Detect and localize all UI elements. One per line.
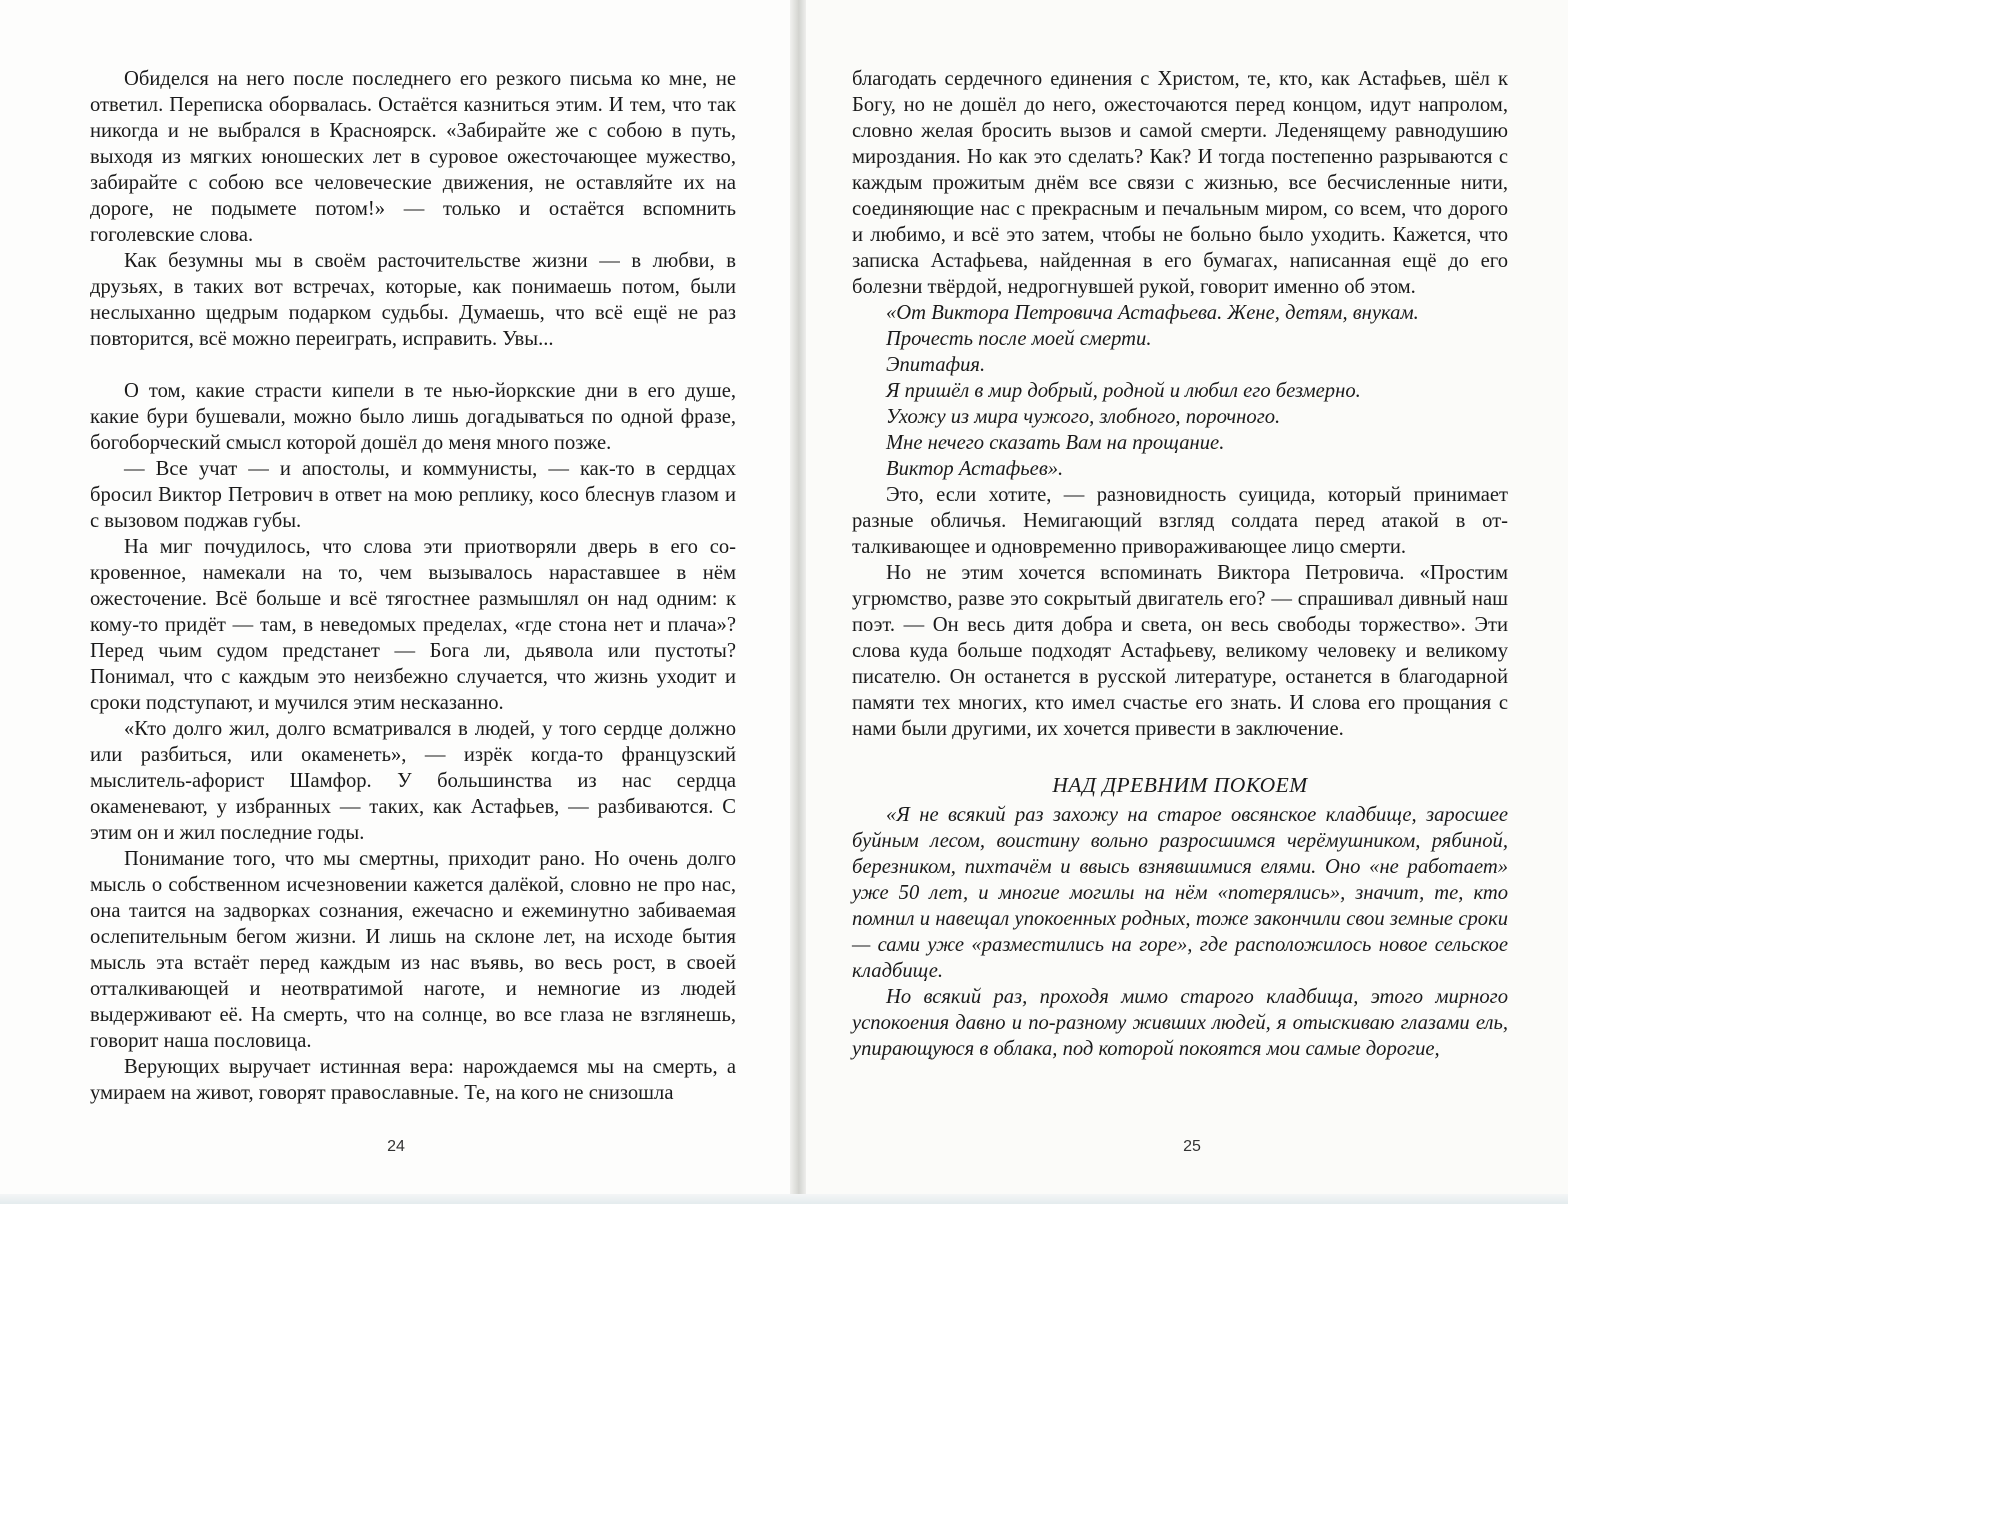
- epitaph-line: Эпитафия.: [886, 354, 986, 376]
- epitaph-line: Ухожу из мира чужого, злобного, порочного.: [886, 406, 1281, 428]
- right-page-text: [852, 66, 1508, 1062]
- paragraph: Но не этим хочется вспоминать Виктора Петровича. «Простим угрюмство, разве это сокрытый двигатель его? — спрашивал дивный наш поэт. — Он весь дитя добра и света, он весь свободы торжество». Эти слова куда больше подходят Астафьеву, великому человеку и великому писателю. Он останется в русской литературе, останется в благодарной памяти тех многих, кто имел счастье его знать. И слова его прощания с нами были другими, их хочется привести в заключение.: [852, 562, 1508, 740]
- page-number: 24: [387, 1138, 405, 1155]
- right-page: [806, 0, 1568, 1204]
- paragraph: — Все учат — и апостолы, и коммунисты, — как-то в сердцах бросил Виктор Петрович в ответ на мою реплику, косо блеснув глазом и с вызовом поджав губы.: [90, 458, 736, 532]
- paragraph: Понимание того, что мы смертны, приходит рано. Но очень долго мысль о собственном исчезновении кажется далёкой, словно не про нас, она таится на задворках сознания, ежечасно и ежеминутно забиваемая ослепительным бегом жизни. И лишь на склоне лет, на исходе бытия мысль эта встаёт перед каждым из нас въявь, во весь рост, в своей отталкивающей и неотвратимой наготе, и немногие из людей выдерживают её. На смерть, что на солнце, во все глаза не взглянешь, говорит наша пословица.: [90, 848, 736, 1052]
- page-number: 25: [1183, 1138, 1201, 1155]
- left-page-text: [90, 66, 736, 1106]
- paragraph: Как безумны мы в своём расточительстве жизни — в любви, в друзьях, в таких вот встречах, которые, как понимаешь потом, были неслыханно щедрым подарком судьбы. Думаешь, что всё ещё не раз повторится, всё можно переиграть, исправить. Увы...: [90, 250, 736, 350]
- quote-paragraph: «Я не всякий раз захожу на старое овсянское кладбище, заросшее буйным лесом, воистину вольно разросшимся черёмушником, рябиной, березником, пихтачём и ввысь взнявшимися елями. Оно «не работает» уже 50 лет, и многие могилы на нём «потерялись», значит, те, кто помнил и навещал упокоенных родных, тоже закончили свои земные сроки — сами уже «разместились на горе», где расположилось новое сельское кладбище.: [852, 804, 1508, 982]
- paragraph: Обиделся на него после последнего его резкого письма ко мне, не ответил. Переписка оборвалась. Остаётся казниться этим. И тем, что так никогда и не выбрался в Красноярск. «Забирайте же с собою в путь, выходя из мягких юношеских лет в суровое ожесточающее мужество, забирайте с собою все человеческие движения, не оставляйте их на дороге, не подымете потом!» — только и остаётся вспомнить гоголевские слова.: [90, 68, 736, 246]
- paragraph: благодать сердечного единения с Христом, те, кто, как Астафьев, шёл к Богу, но не дошёл до него, ожесточаются перед концом, идут напролом, словно желая бросить вызов и самой смерти. Леденящему равнодушию мироздания. Но как это сделать? Как? И тогда постепенно разрываются с каждым прожитым днём все связи с жизнью, все бесчисленные нити, соединяющие нас с прекрасным и печальным миром, со всем, что дорого и любимо, и всё это затем, чтобы не больно было уходить. Кажется, что записка Астафьева, найденная в его бумагах, написанная ещё до его болезни твёрдой, недрогнувшей рукой, говорит именно об этом.: [852, 68, 1508, 298]
- scan-bottom-edge: [0, 1194, 1568, 1204]
- epitaph-line: Мне нечего сказать Вам на прощание.: [886, 432, 1225, 454]
- epitaph-line: Я пришёл в мир добрый, родной и любил его безмерно.: [886, 380, 1361, 402]
- paragraph: Это, если хотите, — разновидность суицида, который принимает разные обличья. Немигающий взгляд солдата перед атакой в отталкивающее и одновременно привораживающее лицо смерти.: [852, 484, 1508, 558]
- section-heading: НАД ДРЕВНИМ ПОКОЕМ: [1052, 773, 1308, 797]
- paragraph: На миг почудилось, что слова эти приотворяли дверь в его сокровенное, намекали на то, чем вызывалось нараставшее в нём ожесточение. Всё больше и всё тягостнее размышлял он над одним: к кому-то придёт — там, в неведомых пределах, «где стона нет и плача»? Перед чьим судом предстанет — Бога ли, дьявола или пустоты? Понимал, что с каждым это неизбежно случается, что жизнь уходит и сроки подступают, и мучился этим несказанно.: [90, 536, 736, 714]
- section-break: [90, 352, 736, 378]
- quote-paragraph: Но всякий раз, проходя мимо старого кладбища, этого мирного успокоения давно и по-разному живших людей, я отыскиваю глазами ель, упирающуюся в облака, под которой покоятся мои самые дорогие,: [852, 986, 1508, 1060]
- epitaph-line: Прочесть после моей смерти.: [886, 328, 1152, 350]
- paragraph: Верующих выручает истинная вера: нарождаемся мы на смерть, а умираем на живот, говорят православные. Те, на кого не снизошла: [90, 1056, 736, 1104]
- paragraph: «Кто долго жил, долго всматривался в людей, у того сердце должно или разбиться, или окаменеть», — изрёк когда-то французский мыслитель-афорист Шамфор. У большинства из нас сердца окаменевают, у избранных — таких, как Астафьев, — разбиваются. С этим он и жил последние годы.: [90, 718, 736, 844]
- quote-block: [852, 802, 1508, 1062]
- epitaph: [852, 300, 1508, 482]
- book-gutter: [790, 0, 806, 1204]
- paragraph: О том, какие страсти кипели в те нью-йоркские дни в его душе, какие бури бушевали, можно было лишь догадываться по одной фразе, богоборческий смысл которой дошёл до меня много позже.: [90, 380, 736, 454]
- epitaph-line: «От Виктора Петровича Астафьева. Жене, детям, внукам.: [886, 302, 1419, 324]
- left-page: [0, 0, 790, 1204]
- epitaph-line: Виктор Астафьев».: [886, 458, 1064, 480]
